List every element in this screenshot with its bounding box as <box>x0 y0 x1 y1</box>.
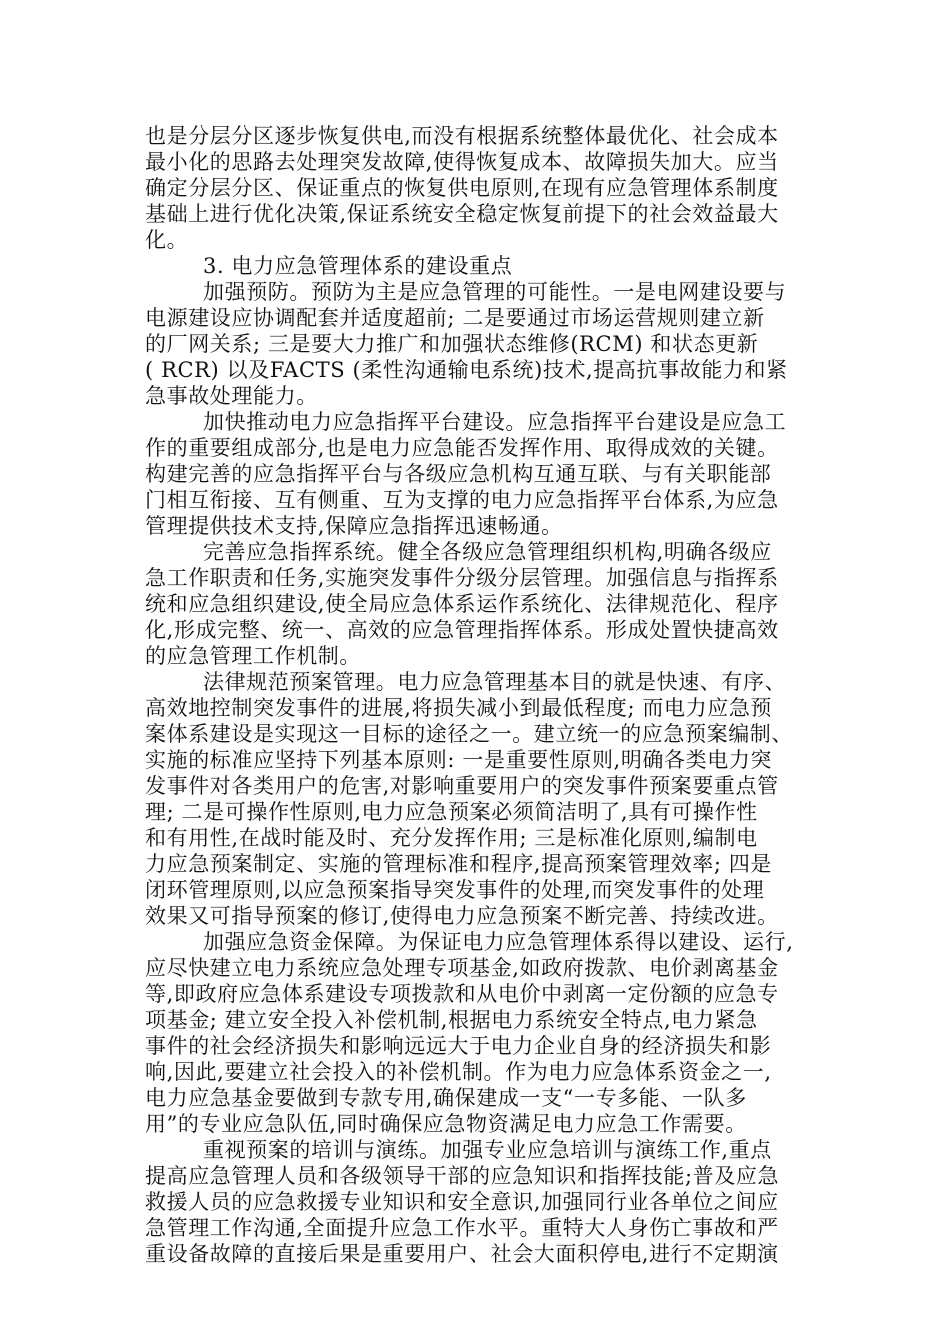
text-line: 应尽快建立电力系统应急处理专项基金,如政府拨款、电价剥离基金 <box>145 956 779 980</box>
text-line: 高效地控制突发事件的进展,将损失减小到最低程度; 而电力应急预 <box>145 696 773 720</box>
text-line: 项基金; 建立安全投入补偿机制,根据电力系统安全特点,电力紧急 <box>145 1008 758 1032</box>
text-line: 也是分层分区逐步恢复供电,而没有根据系统整体最优化、社会成本 <box>145 124 779 148</box>
text-line: 化,形成完整、统一、高效的应急管理指挥体系。形成处置快捷高效 <box>145 618 779 642</box>
paragraph-first-line: 完善应急指挥系统。健全各级应急管理组织机构,明确各级应 <box>203 540 772 564</box>
text-line: 案体系建设是实现这一目标的途径之一。建立统一的应急预案编制、 <box>145 722 793 746</box>
paragraph-first-line: 法律规范预案管理。电力应急管理基本目的就是快速、有序、 <box>203 670 787 694</box>
text-line: 力应急预案制定、实施的管理标准和程序,提高预案管理效率; 四是 <box>145 852 773 876</box>
text-line: 电力应急基金要做到专款专用,确保建成一支“一专多能、一队多 <box>145 1086 747 1110</box>
text-line: 管理提供技术支持,保障应急指挥迅速畅通。 <box>145 514 563 538</box>
text-line: 重设备故障的直接后果是重要用户、社会大面积停电,进行不定期演 <box>145 1242 779 1266</box>
text-line: 基础上进行优化决策,保证系统安全稳定恢复前提下的社会效益最大 <box>145 202 779 226</box>
text-line: 化。 <box>145 228 189 252</box>
text-line: 和有用性,在战时能及时、充分发挥作用; 三是标准化原则,编制电 <box>145 826 758 850</box>
paragraph-first-line: 加强应急资金保障。为保证电力应急管理体系得以建设、运行, <box>203 930 794 954</box>
text-line: 事件的社会经济损失和影响远远大于电力企业自身的经济损失和影 <box>145 1034 772 1058</box>
text-line: 等,即政府应急体系建设专项拨款和从电价中剥离一定份额的应急专 <box>145 982 779 1006</box>
text-line: 作的重要组成部分,也是电力应急能否发挥作用、取得成效的关键。 <box>145 436 779 460</box>
body-text <box>145 123 810 1267</box>
text-line: 急事故处理能力。 <box>145 384 318 408</box>
text-line: 急工作职责和任务,实施突发事件分级分层管理。加强信息与指挥系 <box>145 566 779 590</box>
text-line: 统和应急组织建设,使全局应急体系运作系统化、法律规范化、程序 <box>145 592 779 616</box>
text-line: ( RCR) 以及FACTS (柔性沟通输电系统)技术,提高抗事故能力和紧 <box>145 358 788 382</box>
text-line: 最小化的思路去处理突发故障,使得恢复成本、故障损失加大。应当 <box>145 150 779 174</box>
text-line: 确定分层分区、保证重点的恢复供电原则,在现有应急管理体系制度 <box>145 176 779 200</box>
text-line: 闭环管理原则,以应急预案指导突发事件的处理,而突发事件的处理 <box>145 878 765 902</box>
text-line: 响,因此,要建立社会投入的补偿机制。作为电力应急体系资金之一, <box>145 1060 772 1084</box>
text-line: 门相互衔接、互有侧重、互为支撑的电力应急指挥平台体系,为应急 <box>145 488 779 512</box>
text-line: 救援人员的应急救援专业知识和安全意识,加强同行业各单位之间应 <box>145 1190 779 1214</box>
paragraph-first-line: 3. 电力应急管理体系的建设重点 <box>203 254 513 278</box>
text-line: 电源建设应协调配套并适度超前; 二是要通过市场运营规则建立新 <box>145 306 765 330</box>
text-line: 的应急管理工作机制。 <box>145 644 361 668</box>
text-line: 实施的标准应坚持下列基本原则: 一是重要性原则,明确各类电力突 <box>145 748 773 772</box>
paragraph-first-line: 加强预防。预防为主是应急管理的可能性。一是电网建设要与 <box>203 280 787 304</box>
text-line: 发事件对各类用户的危害,对影响重要用户的突发事件预案要重点管 <box>145 774 779 798</box>
text-line: 急管理工作沟通,全面提升应急工作水平。重特大人身伤亡事故和严 <box>145 1216 779 1240</box>
text-line: 的厂网关系; 三是要大力推广和加强状态维修(RCM) 和状态更新 <box>145 332 759 356</box>
text-line: 效果又可指导预案的修订,使得电力应急预案不断完善、持续改进。 <box>145 904 779 928</box>
paragraph-first-line: 加快推动电力应急指挥平台建设。应急指挥平台建设是应急工 <box>203 410 787 434</box>
paragraph-first-line: 重视预案的培训与演练。加强专业应急培训与演练工作,重点 <box>203 1138 772 1162</box>
text-line: 构建完善的应急指挥平台与各级应急机构互通互联、与有关职能部 <box>145 462 772 486</box>
text-line: 理; 二是可操作性原则,电力应急预案必须简洁明了,具有可操作性 <box>145 800 758 824</box>
text-line: 提高应急管理人员和各级领导干部的应急知识和指挥技能;普及应急 <box>145 1164 780 1188</box>
text-line: 用”的专业应急队伍,同时确保应急物资满足电力应急工作需要。 <box>145 1112 747 1136</box>
